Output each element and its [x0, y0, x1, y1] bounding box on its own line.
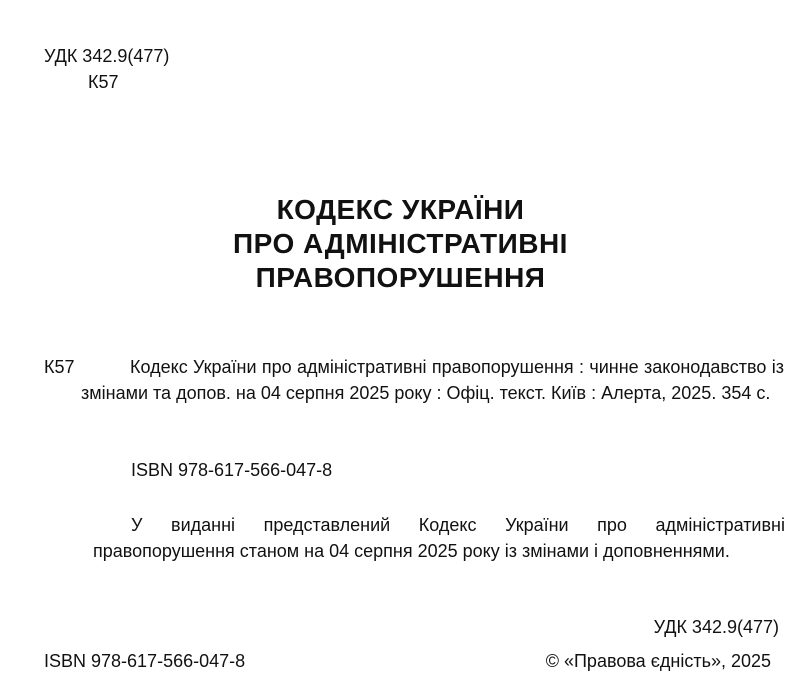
udk-footer: УДК 342.9(477) — [653, 617, 779, 637]
bibliographic-entry — [44, 354, 784, 406]
isbn-footer: ISBN 978-617-566-047-8 — [44, 651, 246, 671]
udk-code: УДК 342.9(477) — [44, 46, 170, 66]
bibliographic-description: Кодекс України про адміністративні правопорушення : чинне законодавство із змінами та допов. на 04 серпня 2025 року : Офіц. текст. Київ : Алерта, 2025. 354 с. — [81, 357, 784, 403]
author-mark: К57 — [88, 72, 119, 92]
udk-header — [44, 43, 169, 95]
title-line-1: КОДЕКС УКРАЇНИ — [276, 194, 525, 225]
copyright-notice: © «Правова єдність», 2025 — [545, 651, 771, 671]
annotation: У виданні представлений Кодекс України про адміністративні правопорушення станом на 04 серпня 2025 року із змінами і доповненнями. — [93, 515, 785, 561]
isbn-entry: ISBN 978-617-566-047-8 — [131, 460, 333, 480]
title-line-2: ПРО АДМІНІСТРАТИВНІ — [233, 228, 568, 259]
title-line-3: ПРАВОПОРУШЕННЯ — [255, 262, 546, 293]
bibliographic-mark: К57 — [44, 357, 75, 377]
book-title — [0, 193, 801, 295]
